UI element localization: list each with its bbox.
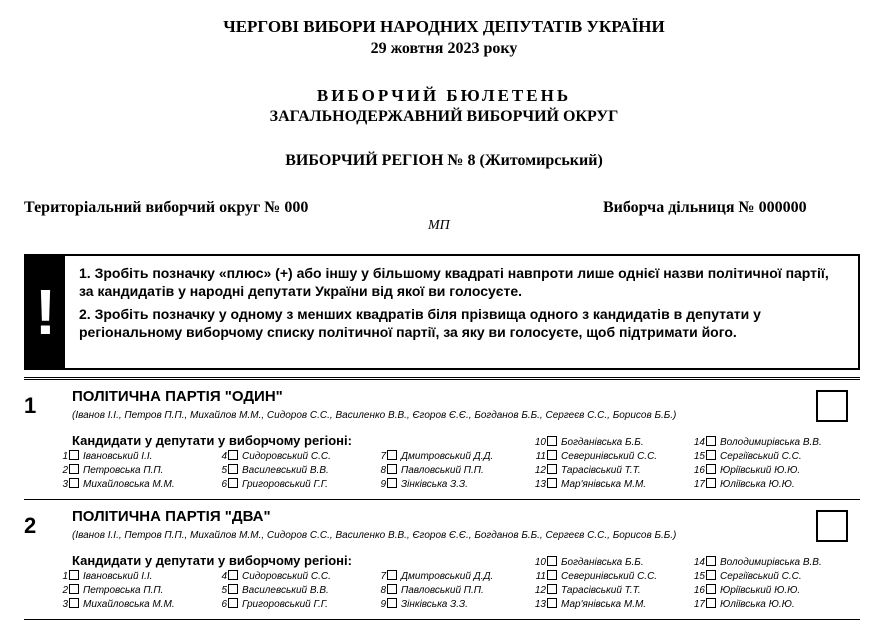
candidate-item (532, 478, 646, 490)
candidate-item (54, 598, 175, 610)
candidate-name: Юріївський Ю.Ю. (720, 585, 801, 596)
party-national-list: (Іванов І.І., Петров П.П., Михайлов М.М., Сидоров С.С., Василенко В.В., Єгоров Є.Є., Богданов Б.Б., Сергеєв С.С., Борисов Б.Б.) (72, 410, 677, 421)
candidate-checkbox[interactable] (387, 450, 397, 460)
candidate-number: 4 (221, 571, 227, 582)
candidate-item (691, 450, 802, 462)
candidate-item (532, 584, 641, 596)
candidate-name: Мар'янівська М.М. (561, 479, 647, 490)
divider (24, 377, 860, 378)
candidates-label: Кандидати у депутати у виборчому регіоні: (72, 553, 352, 568)
candidate-checkbox[interactable] (706, 570, 716, 580)
candidate-number: 2 (62, 465, 68, 476)
district-title: ЗАГАЛЬНОДЕРЖАВНИЙ ВИБОРЧИЙ ОКРУГ (269, 108, 619, 125)
candidate-checkbox[interactable] (69, 478, 79, 488)
candidate-item (213, 478, 328, 490)
party-national-list: (Іванов І.І., Петров П.П., Михайлов М.М., Сидоров С.С., Василенко В.В., Єгоров Є.Є., Богданов Б.Б., Сергеєв С.С., Борисов Б.Б.) (72, 530, 677, 541)
candidate-number: 13 (534, 479, 546, 490)
candidate-number: 16 (693, 585, 705, 596)
candidate-number: 6 (221, 479, 227, 490)
candidate-number: 17 (693, 479, 705, 490)
election-date: 29 жовтня 2023 року (370, 40, 518, 57)
candidate-name: Зінківська З.З. (401, 599, 468, 610)
candidate-checkbox[interactable] (547, 450, 557, 460)
candidate-item (54, 450, 152, 462)
candidate-checkbox[interactable] (706, 598, 716, 608)
candidate-number: 5 (221, 465, 227, 476)
candidate-checkbox[interactable] (547, 584, 557, 594)
candidate-checkbox[interactable] (387, 570, 397, 580)
candidate-name: Сергіївський С.С. (720, 451, 802, 462)
candidate-item (213, 598, 328, 610)
candidate-item (54, 464, 163, 476)
candidate-name: Юріївський Ю.Ю. (720, 465, 801, 476)
candidate-name: Василевський В.В. (242, 465, 329, 476)
candidate-item (532, 556, 644, 568)
candidate-item (691, 436, 822, 448)
candidate-number: 15 (693, 571, 705, 582)
candidate-name: Павловський П.П. (401, 585, 484, 596)
candidate-number: 15 (693, 451, 705, 462)
candidate-checkbox[interactable] (706, 584, 716, 594)
candidate-number: 7 (380, 451, 386, 462)
instructions-box (24, 254, 860, 370)
instructions-text (79, 264, 839, 346)
candidate-item (213, 464, 329, 476)
candidate-checkbox[interactable] (547, 570, 557, 580)
candidate-number: 8 (380, 585, 386, 596)
party-vote-checkbox[interactable] (816, 510, 848, 542)
candidate-number: 12 (534, 465, 546, 476)
candidate-checkbox[interactable] (706, 450, 716, 460)
divider (24, 619, 860, 620)
divider (24, 379, 860, 380)
party-number: 1 (24, 393, 37, 418)
candidate-item (372, 584, 484, 596)
candidate-checkbox[interactable] (69, 464, 79, 474)
candidate-item (372, 478, 468, 490)
candidate-number: 9 (380, 599, 386, 610)
candidate-checkbox[interactable] (69, 598, 79, 608)
party-section-2 (0, 501, 888, 619)
candidate-name: Івановський І.І. (83, 451, 153, 462)
candidate-name: Сидоровський С.С. (242, 451, 331, 462)
candidate-number: 1 (62, 451, 68, 462)
candidate-number: 7 (380, 571, 386, 582)
candidate-item (54, 584, 163, 596)
candidate-number: 3 (62, 599, 68, 610)
candidate-checkbox[interactable] (547, 478, 557, 488)
candidate-checkbox[interactable] (228, 584, 238, 594)
candidate-number: 13 (534, 599, 546, 610)
candidate-checkbox[interactable] (547, 556, 557, 566)
candidate-name: Михайловська М.М. (83, 599, 175, 610)
candidate-checkbox[interactable] (228, 570, 238, 580)
candidate-item (532, 464, 641, 476)
candidate-item (372, 570, 493, 582)
candidate-checkbox[interactable] (387, 584, 397, 594)
candidate-item (691, 556, 822, 568)
candidate-number: 4 (221, 451, 227, 462)
candidate-name: Юліївська Ю.Ю. (720, 599, 795, 610)
candidates-label: Кандидати у депутати у виборчому регіоні: (72, 433, 352, 448)
candidate-checkbox[interactable] (706, 464, 716, 474)
candidate-checkbox[interactable] (228, 464, 238, 474)
candidate-name: Володимирівська В.В. (720, 437, 822, 448)
candidate-item (372, 598, 468, 610)
candidate-number: 10 (534, 557, 546, 568)
party-number: 2 (24, 513, 37, 538)
candidate-number: 1 (62, 571, 68, 582)
candidate-number: 3 (62, 479, 68, 490)
candidate-checkbox[interactable] (387, 478, 397, 488)
instruction-2: 2. Зробіть позначку у одному з менших квадратів біля прізвища одного з кандидатів в депутати у регіональному виборчому списку політичної партії, за яку ви голосуєте, щоб підтримати його. (79, 306, 761, 340)
candidate-checkbox[interactable] (228, 450, 238, 460)
candidate-checkbox[interactable] (387, 464, 397, 474)
party-name: ПОЛІТИЧНА ПАРТІЯ "ОДИН" (72, 388, 283, 405)
candidate-number: 12 (534, 585, 546, 596)
candidate-name: Сергіївський С.С. (720, 571, 802, 582)
candidate-checkbox[interactable] (69, 570, 79, 580)
party-section-1 (0, 381, 888, 499)
candidate-number: 10 (534, 437, 546, 448)
candidate-name: Івановський І.І. (83, 571, 153, 582)
candidate-number: 6 (221, 599, 227, 610)
candidate-name: Юліївська Ю.Ю. (720, 479, 795, 490)
party-name: ПОЛІТИЧНА ПАРТІЯ "ДВА" (72, 508, 271, 525)
candidate-name: Богданівська Б.Б. (561, 557, 644, 568)
candidate-checkbox[interactable] (547, 464, 557, 474)
candidate-name: Сидоровський С.С. (242, 571, 331, 582)
candidate-name: Михайловська М.М. (83, 479, 175, 490)
candidate-number: 9 (380, 479, 386, 490)
ballot-title: ВИБОРЧИЙ БЮЛЕТЕНЬ (316, 86, 572, 105)
candidate-name: Тарасівський Т.Т. (561, 585, 641, 596)
candidate-name: Василевський В.В. (242, 585, 329, 596)
candidate-number: 17 (693, 599, 705, 610)
candidate-checkbox[interactable] (547, 598, 557, 608)
candidate-item (532, 436, 644, 448)
instruction-1: 1. Зробіть позначку «плюс» (+) або іншу у більшому квадраті навпроти лише однієї назви політичної партії, за кандидатів у народні депутати України від якої ви голосуєте. (79, 265, 829, 299)
election-title: ЧЕРГОВІ ВИБОРИ НАРОДНИХ ДЕПУТАТІВ УКРАЇНИ (223, 17, 665, 36)
candidate-item (54, 570, 152, 582)
candidate-checkbox[interactable] (547, 436, 557, 446)
candidate-item (372, 464, 484, 476)
candidate-name: Богданівська Б.Б. (561, 437, 644, 448)
exclamation-icon: ! (26, 256, 65, 368)
territorial-district: Територіальний виборчий округ № 000 (24, 199, 309, 216)
candidate-checkbox[interactable] (228, 598, 238, 608)
candidate-checkbox[interactable] (706, 556, 716, 566)
candidate-item (532, 598, 646, 610)
candidate-number: 11 (535, 571, 546, 582)
candidate-name: Северинівський С.С. (561, 571, 658, 582)
candidate-name: Дмитровський Д.Д. (401, 451, 494, 462)
candidate-name: Григоровський Г.Г. (242, 599, 328, 610)
candidate-name: Володимирівська В.В. (720, 557, 822, 568)
candidate-number: 14 (693, 557, 705, 568)
candidate-item (532, 570, 657, 582)
candidate-number: 16 (693, 465, 705, 476)
candidate-item (213, 450, 331, 462)
candidate-name: Дмитровський Д.Д. (401, 571, 494, 582)
candidate-name: Зінківська З.З. (401, 479, 468, 490)
candidate-checkbox[interactable] (69, 584, 79, 594)
candidate-checkbox[interactable] (706, 436, 716, 446)
candidate-checkbox[interactable] (228, 478, 238, 488)
candidate-name: Северинівський С.С. (561, 451, 658, 462)
candidate-name: Павловський П.П. (401, 465, 484, 476)
candidate-item (691, 584, 800, 596)
candidate-checkbox[interactable] (387, 598, 397, 608)
candidate-item (691, 598, 795, 610)
divider (24, 499, 860, 500)
stamp-place: МП (428, 218, 450, 233)
candidate-item (691, 478, 795, 490)
candidate-number: 11 (535, 451, 546, 462)
candidate-number: 14 (693, 437, 705, 448)
party-vote-checkbox[interactable] (816, 390, 848, 422)
candidate-item (691, 464, 800, 476)
candidate-number: 2 (62, 585, 68, 596)
region-title: ВИБОРЧИЙ РЕГІОН № 8 (Житомирський) (285, 152, 603, 169)
candidate-item (213, 584, 329, 596)
polling-station: Виборча дільниця № 000000 (603, 199, 807, 216)
candidate-item (691, 570, 802, 582)
candidate-item (54, 478, 175, 490)
candidate-item (213, 570, 331, 582)
candidate-number: 8 (380, 465, 386, 476)
candidate-checkbox[interactable] (69, 450, 79, 460)
candidate-name: Петровська П.П. (83, 465, 164, 476)
candidate-item (532, 450, 657, 462)
candidate-checkbox[interactable] (706, 478, 716, 488)
candidate-number: 5 (221, 585, 227, 596)
candidate-item (372, 450, 493, 462)
candidate-name: Петровська П.П. (83, 585, 164, 596)
candidate-name: Григоровський Г.Г. (242, 479, 328, 490)
candidate-name: Тарасівський Т.Т. (561, 465, 641, 476)
candidate-name: Мар'янівська М.М. (561, 599, 647, 610)
